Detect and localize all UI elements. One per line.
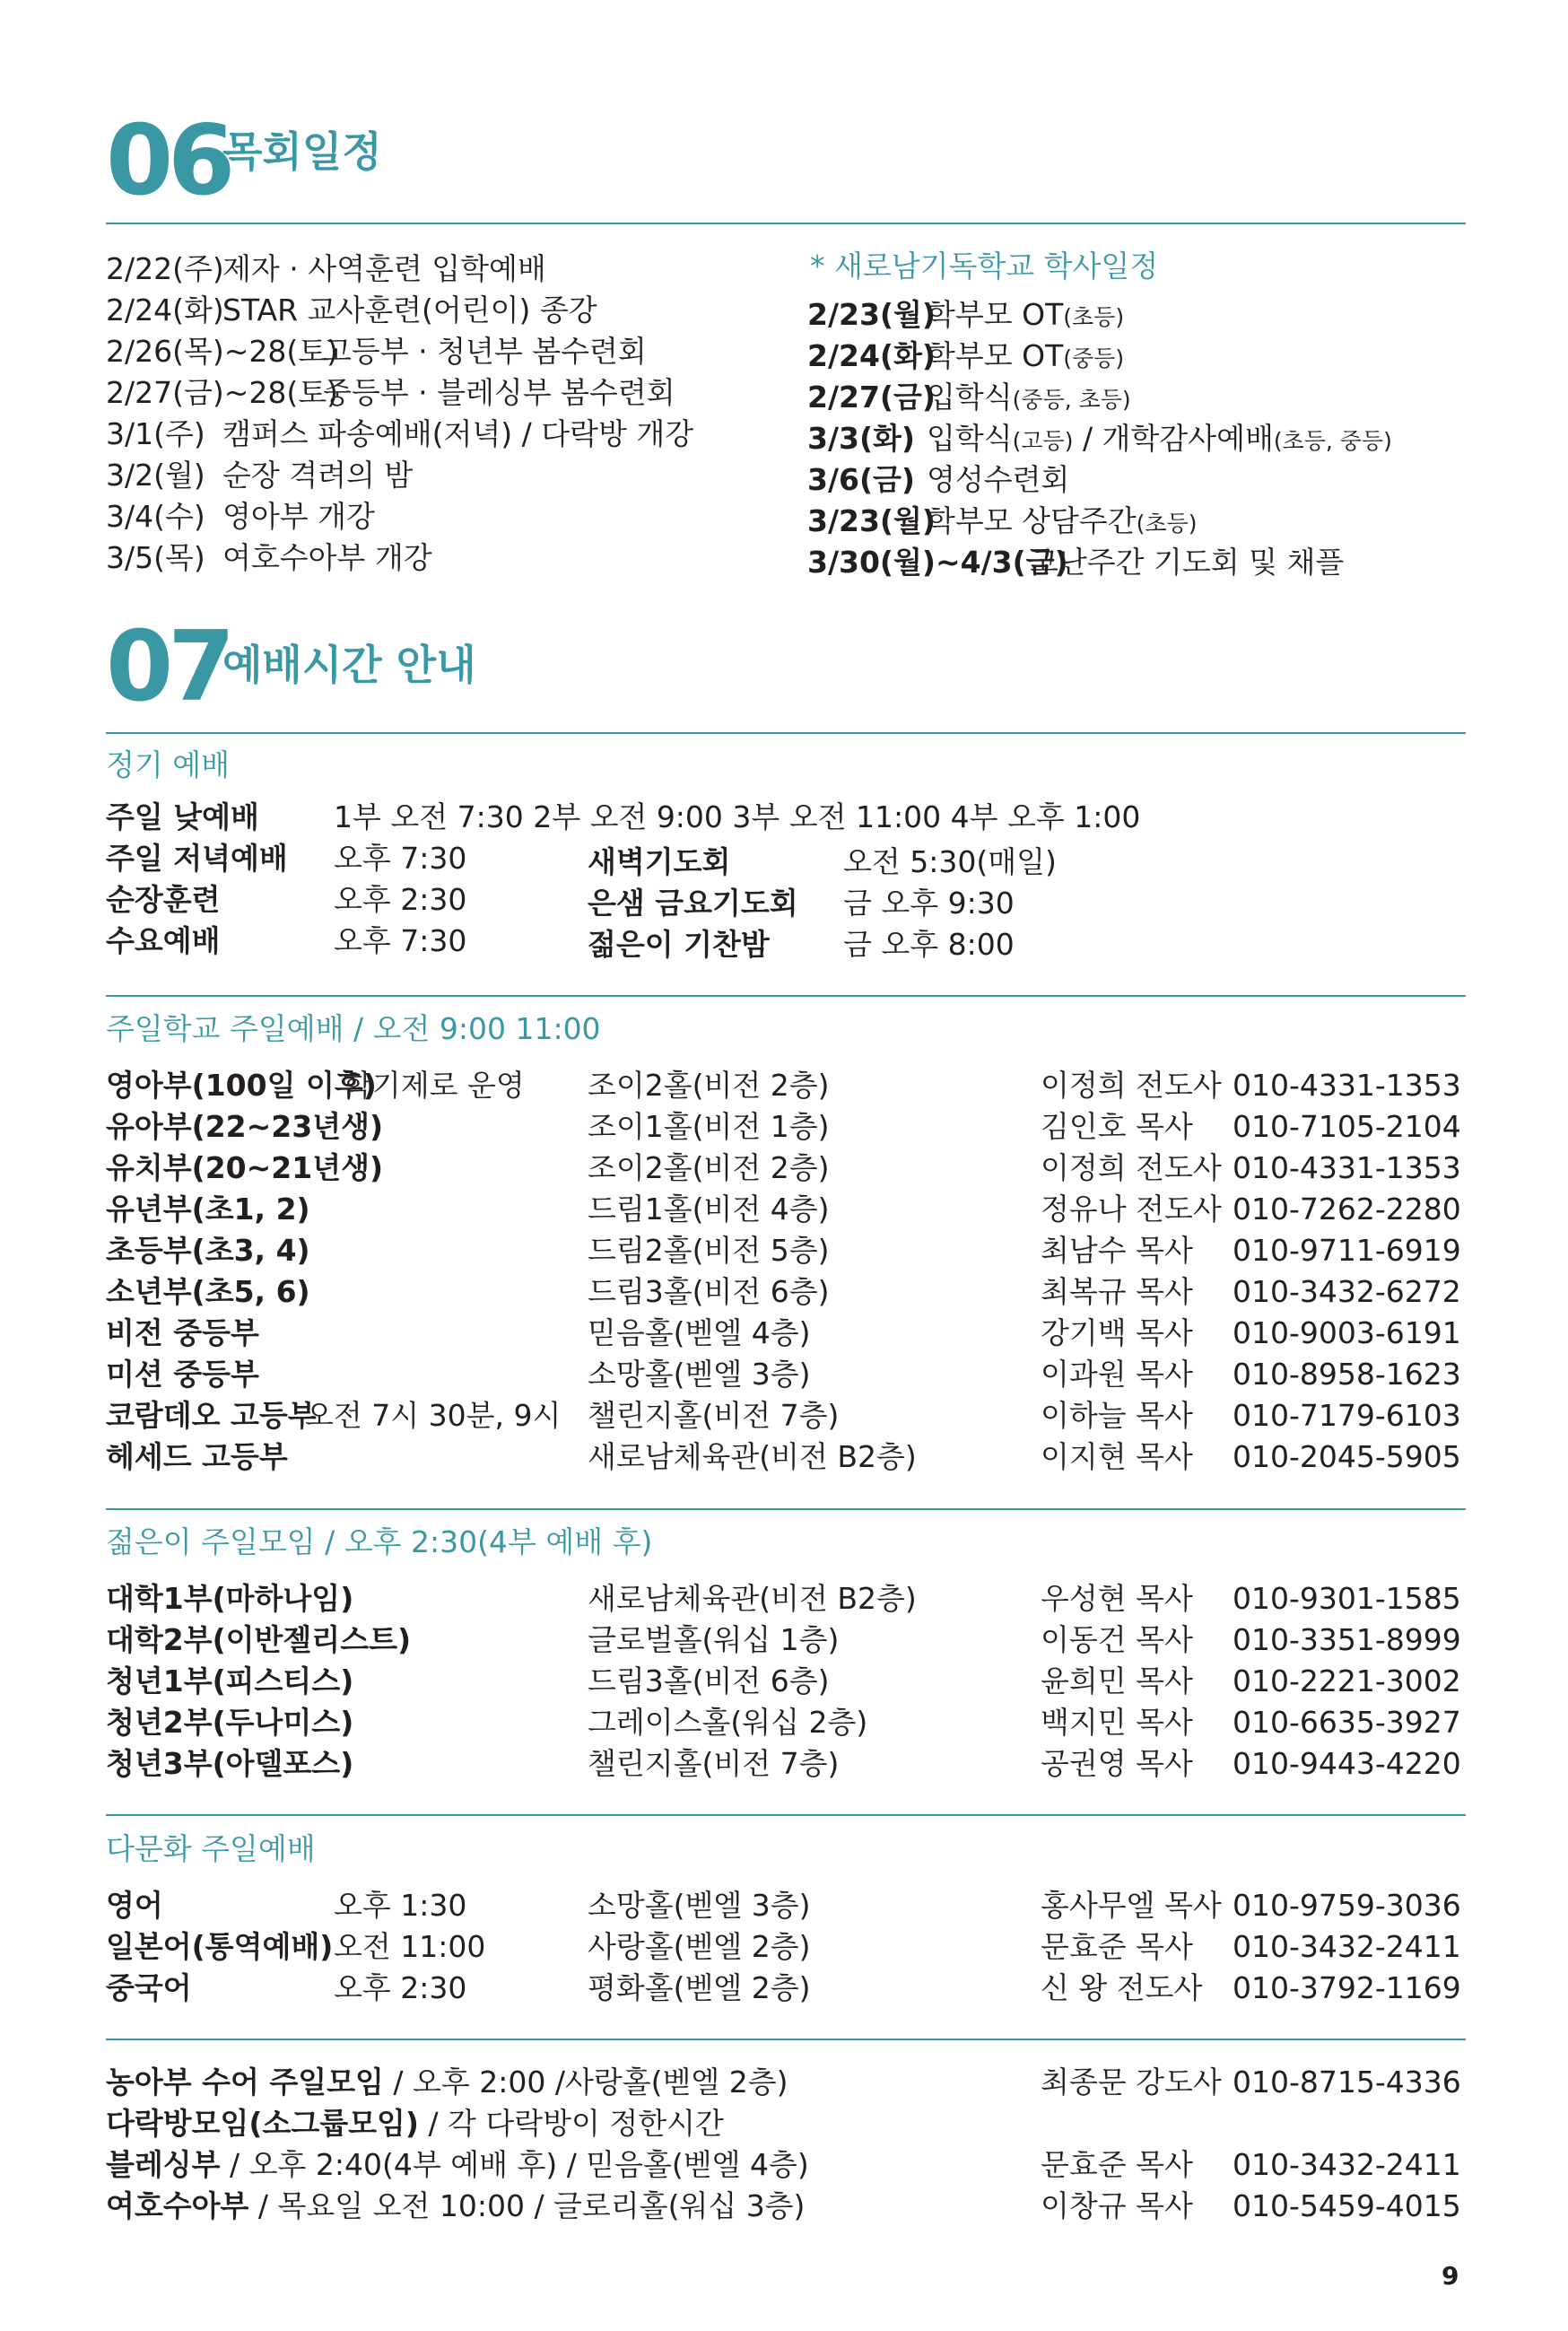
divider <box>106 1814 1466 1816</box>
list-item: 블레싱부 / 오후 2:40(4부 예배 후) / 믿음홀(벧엘 4층) 문효준 목사 010-3432-2411 <box>106 2147 1461 2182</box>
table-row: 비전 중등부 믿음홀(벧엘 4층) 강기백 목사 010-9003-6191 <box>106 1315 1461 1350</box>
divider <box>106 1508 1466 1510</box>
table-row: 청년1부(피스티스) 드림3홀(비전 6층) 윤희민 목사 010-2221-3002 <box>106 1663 1461 1698</box>
school-event: 2/27(금) 입학식(중등, 초등) <box>807 380 1131 415</box>
event-item: 2/24(화) STAR 교사훈련(어린이) 종강 <box>106 292 597 327</box>
table-row: 대학1부(마하나임) 새로남체육관(비전 B2층) 우성현 목사 010-9301-1585 <box>106 1581 1461 1616</box>
table-row: 소년부(초5, 6) 드림3홀(비전 6층) 최복규 목사 010-3432-6272 <box>106 1274 1461 1309</box>
list-item: 다락방모임(소그룹모임) / 각 다락방이 정한시간 <box>106 2106 724 2141</box>
sunday-school-header: 주일학교 주일예배 / 오전 9:00 11:00 <box>106 1011 601 1046</box>
table-row: 영어 오후 1:30 소망홀(벧엘 3층) 홍사무엘 목사 010-9759-3036 <box>106 1888 1461 1923</box>
section-06-divider <box>106 223 1466 224</box>
event-item: 3/4(수) 영아부 개강 <box>106 499 375 534</box>
school-event: 3/23(월) 학부모 상담주간(초등) <box>807 503 1198 538</box>
table-row: 유아부(22~23년생) 조이1홀(비전 1층) 김인호 목사 010-7105-2104 <box>106 1109 1461 1144</box>
service-row: 순장훈련 오후 2:30 은샘 금요기도회 금 오후 9:30 <box>106 882 1015 921</box>
school-schedule-title: * 새로남기독학교 학사일정 <box>810 249 1159 284</box>
event-item: 2/22(주) 제자 · 사역훈련 입학예배 <box>106 251 546 286</box>
event-item: 3/2(월) 순장 격려의 밤 <box>106 458 414 493</box>
table-row: 중국어 오후 2:30 평화홀(벧엘 2층) 신 왕 전도사 010-3792-1169 <box>106 1970 1461 2005</box>
section-07-number: 07 <box>106 611 231 723</box>
table-row: 초등부(초3, 4) 드림2홀(비전 5층) 최남수 목사 010-9711-6919 <box>106 1233 1461 1268</box>
list-item: 농아부 수어 주일모임 / 오후 2:00 /사랑홀(벧엘 2층) 최종문 강도사 010-8715-4336 <box>106 2065 1461 2100</box>
event-item: 3/1(주) 캠퍼스 파송예배(저녁) / 다락방 개강 <box>106 416 694 451</box>
table-row: 미션 중등부 소망홀(벧엘 3층) 이과원 목사 010-8958-1623 <box>106 1357 1461 1392</box>
service-row: 주일 낮예배 1부 오전 7:30 2부 오전 9:00 3부 오전 11:00 4부 오후 1:00 <box>106 799 1141 834</box>
table-row: 영아부(100일 이후) 학기제로 운영 조이2홀(비전 2층) 이정희 전도사 010-4331-1353 <box>106 1068 1461 1103</box>
school-event: 3/30(월)~4/3(금) 고난주간 기도회 및 채플 <box>807 545 1345 580</box>
list-item: 여호수아부 / 목요일 오전 10:00 / 글로리홀(워십 3층) 이창규 목사 010-5459-4015 <box>106 2188 1461 2223</box>
table-row: 청년2부(두나미스) 그레이스홀(워십 2층) 백지민 목사 010-6635-3927 <box>106 1705 1461 1740</box>
section-06-title: 목회일정 <box>222 127 382 176</box>
school-event: 2/24(화) 학부모 OT(중등) <box>807 338 1125 373</box>
divider <box>106 2039 1466 2040</box>
event-item: 2/26(목)~28(토) 고등부 · 청년부 봄수련회 <box>106 334 647 369</box>
event-item: 3/5(목) 여호수아부 개강 <box>106 540 432 575</box>
school-event: 3/6(금) 영성수련회 <box>807 462 1070 497</box>
section-07-divider <box>106 732 1466 734</box>
section-06-number: 06 <box>106 105 231 217</box>
service-row: 주일 저녁예배 오후 7:30 새벽기도회 오전 5:30(매일) <box>106 841 1057 879</box>
regular-services-header: 정기 예배 <box>106 747 231 782</box>
table-row: 헤세드 고등부 새로남체육관(비전 B2층) 이지현 목사 010-2045-5905 <box>106 1439 1461 1474</box>
table-row: 코람데오 고등부 오전 7시 30분, 9시 챌린지홀(비전 7층) 이하늘 목사 010-7179-6103 <box>106 1398 1461 1433</box>
multicultural-header: 다문화 주일예배 <box>106 1831 316 1866</box>
event-item: 2/27(금)~28(토) 중등부 · 블레싱부 봄수련회 <box>106 375 675 410</box>
table-row: 유치부(20~21년생) 조이2홀(비전 2층) 이정희 전도사 010-4331-1353 <box>106 1150 1461 1185</box>
section-07-title: 예배시간 안내 <box>222 641 476 689</box>
school-event: 2/23(월) 학부모 OT(초등) <box>807 297 1125 332</box>
table-row: 대학2부(이반젤리스트) 글로벌홀(워십 1층) 이동건 목사 010-3351-8999 <box>106 1622 1461 1657</box>
table-row: 일본어(통역예배) 오전 11:00 사랑홀(벧엘 2층) 문효준 목사 010-3432-2411 <box>106 1929 1461 1964</box>
table-row: 유년부(초1, 2) 드림1홀(비전 4층) 정유나 전도사 010-7262-2280 <box>106 1192 1461 1227</box>
service-row: 수요예배 오후 7:30 젊은이 기찬밤 금 오후 8:00 <box>106 923 1015 962</box>
school-event: 3/3(화) 입학식(고등) / 개학감사예배(초등, 중등) <box>807 421 1392 456</box>
young-adults-header: 젊은이 주일모임 / 오후 2:30(4부 예배 후) <box>106 1524 653 1559</box>
divider <box>106 995 1466 997</box>
table-row: 청년3부(아델포스) 챌린지홀(비전 7층) 공권영 목사 010-9443-4220 <box>106 1746 1461 1781</box>
page-number: 9 <box>1442 2261 1459 2291</box>
